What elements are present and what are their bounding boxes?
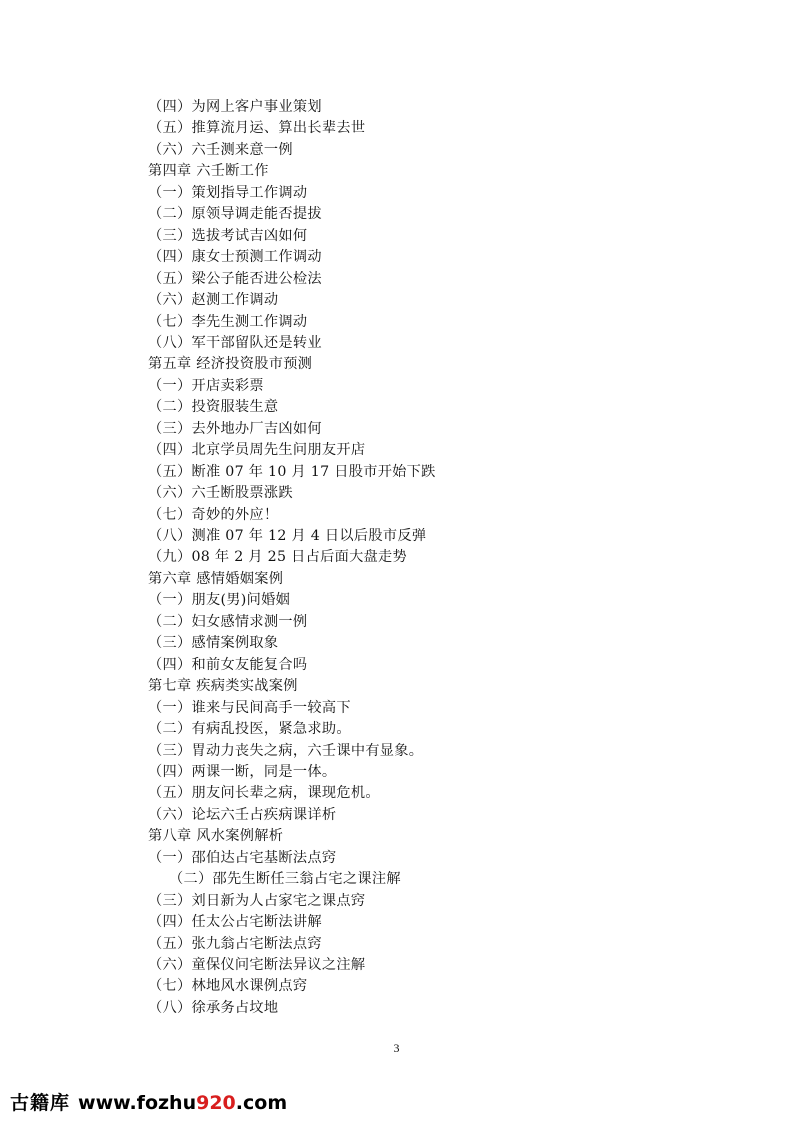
toc-entry: （三）刘日新为人占家宅之课点窍 [148,892,366,909]
toc-entry: （五）张九翁占宅断法点窍 [148,935,322,952]
toc-entry: （三）感情案例取象 [148,635,279,652]
footer-watermark [10,1088,287,1118]
toc-entry: （二）原领导调走能否提拔 [148,206,322,223]
toc-entry: （三）选拔考试吉凶如何 [148,227,308,244]
toc-entry: （八）徐承务占坟地 [148,999,279,1016]
toc-chapter-heading: 第五章 经济投资股市预测 [148,356,313,373]
toc-entry: （四）康女士预测工作调动 [148,249,322,266]
toc-entry: （四）和前女友能复合吗 [148,656,308,673]
toc-entry: （八）军干部留队还是转业 [148,334,322,351]
toc-entry: （七）李先生测工作调动 [148,313,308,330]
toc-entry: （四）两课一断，同是一体。 [148,763,337,780]
toc-chapter-heading: 第四章 六壬断工作 [148,163,269,180]
toc-entry: （九）08 年 2 月 25 日占后面大盘走势 [148,549,408,566]
toc-entry: （一）邵伯达占宅基断法点窍 [148,849,337,866]
toc-entry: （二）妇女感情求测一例 [148,613,308,630]
toc-entry: （七）奇妙的外应！ [148,506,279,523]
toc-entry: （三）去外地办厂吉凶如何 [148,420,322,437]
toc-entry: （八）测准 07 年 12 月 4 日以后股市反弹 [148,528,427,544]
toc-entry: （五）朋友问长辈之病，课现危机。 [148,785,380,802]
toc-entry: （五）断准 07 年 10 月 17 日股市开始下跌 [148,463,436,480]
toc-entry: （一）朋友(男)问婚姻 [148,592,291,609]
toc-entry: （四）为网上客户事业策划 [148,99,322,115]
toc-entry: （一）开店卖彩票 [148,377,264,394]
toc-entry: （六）童保仪问宅断法异议之注解 [148,957,366,973]
toc-entry: （二）有病乱投医，紧急求助。 [148,721,351,738]
footer-url-suffix: .com [235,1092,288,1114]
toc-entry: （五）梁公子能否进公检法 [148,270,322,287]
toc-chapter-heading: 第七章 疾病类实战案例 [148,678,298,695]
toc-entry: （六）赵测工作调动 [148,292,279,309]
toc-entry: （一）策划指导工作调动 [148,184,308,201]
toc-entry: （四）任太公占宅断法讲解 [148,914,322,931]
page-number: 3 [393,1041,400,1055]
toc-entry: （六）论坛六壬占疾病课详析 [148,806,337,823]
toc-entry: （五）推算流月运、算出长辈去世 [148,120,366,137]
toc-chapter-heading: 第六章 感情婚姻案例 [148,570,284,587]
toc-entry: （四）北京学员周先生问朋友开店 [148,442,366,459]
toc-entry: （三）胃动力丧失之病，六壬课中有显象。 [148,742,424,759]
toc-chapter-heading: 第八章 风水案例解析 [148,828,284,845]
toc-entry: （六）六壬断股票涨跌 [148,485,293,502]
toc-entry: （六）六壬测来意一例 [148,141,293,158]
toc-entry: （二）邵先生断任三翁占宅之课注解 [169,871,401,888]
footer-url-accent: 920 [196,1092,236,1114]
toc-entry: （七）林地风水课例点窍 [148,978,308,995]
toc-entry: （二）投资服装生意 [148,399,279,416]
toc-entry: （一）谁来与民间高手一较高下 [148,699,351,716]
footer-site-name: 古籍库 [10,1092,71,1114]
footer-url-prefix: www.fozhu [78,1092,197,1114]
